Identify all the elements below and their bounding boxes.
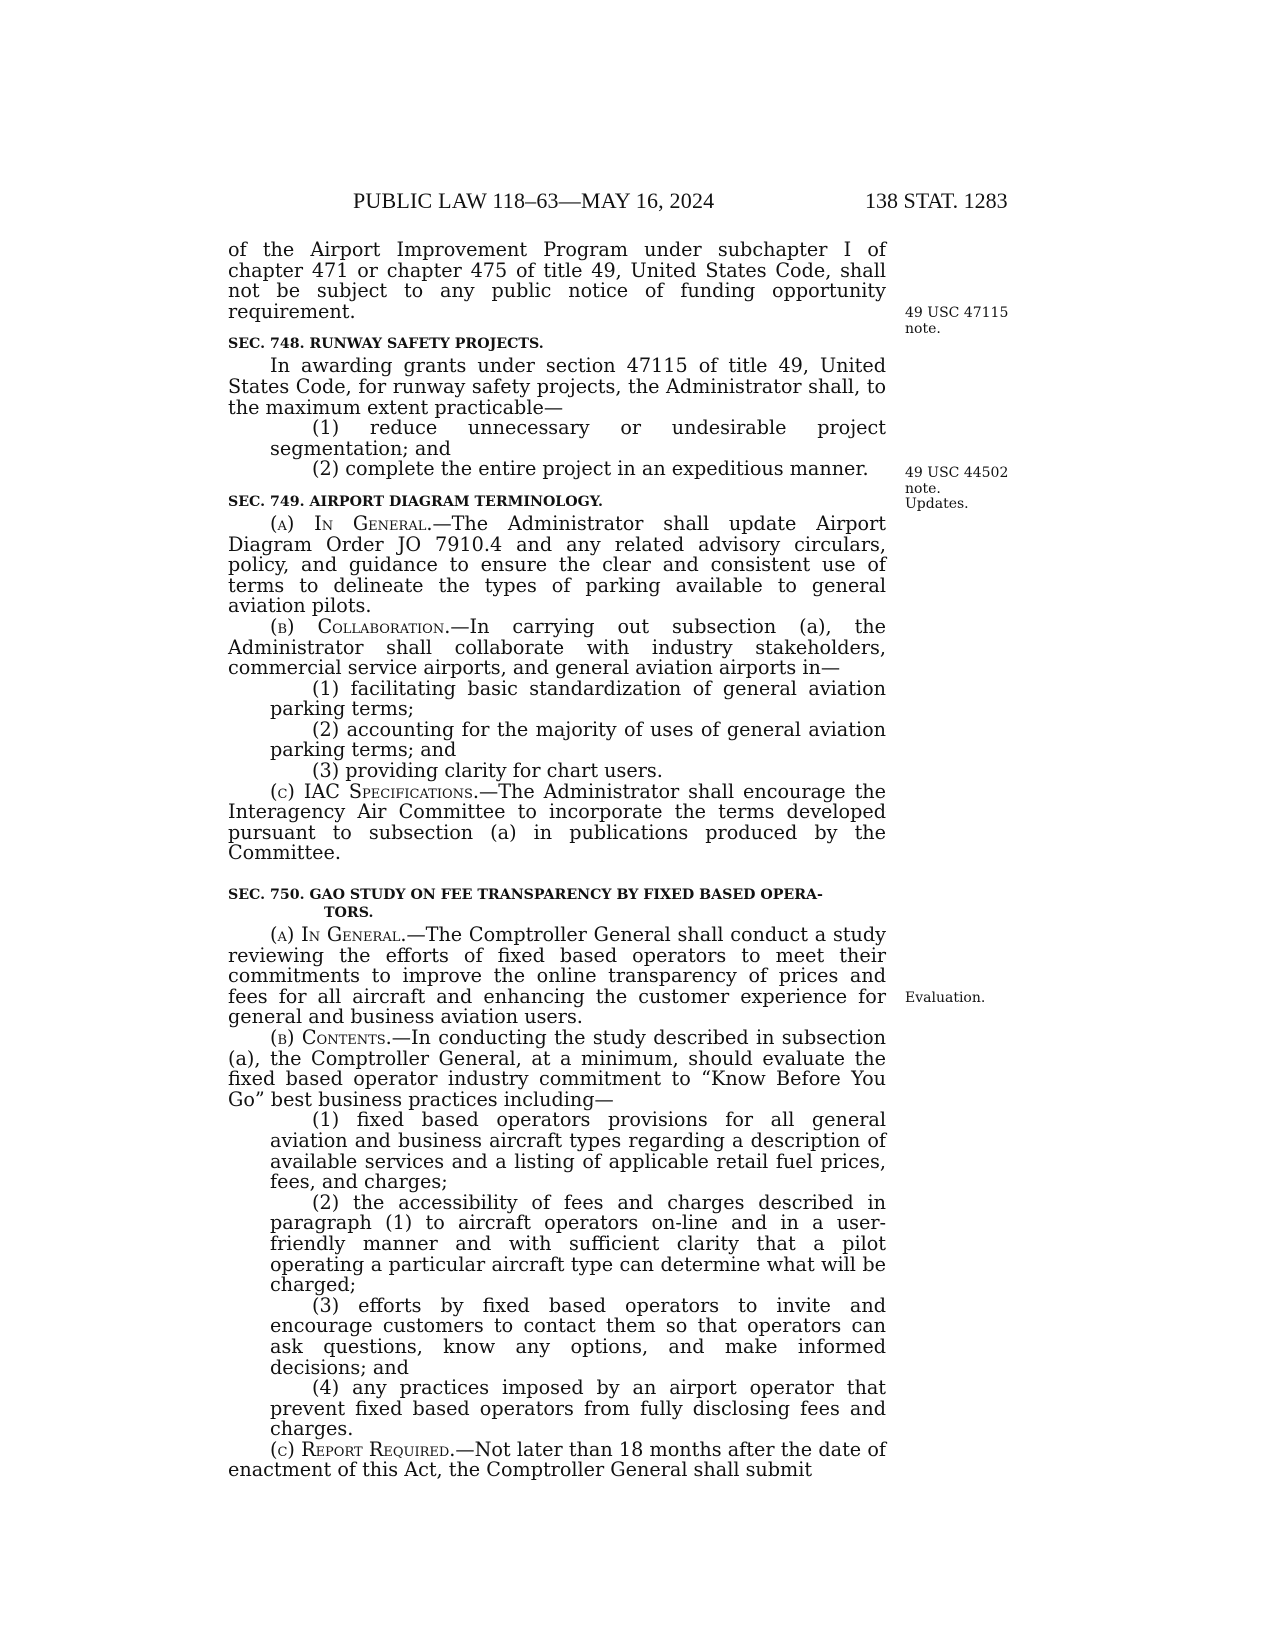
section-750-item-1: (1) fixed based operators provisions for all general aviation and business aircraft types regarding a description of available services and a listing of applicable retail fuel prices, fees, and charges; xyxy=(270,1108,886,1194)
section-748-item-2: (2) complete the entire project in an expeditious manner. xyxy=(312,457,869,481)
section-749-subsection-c xyxy=(228,779,887,865)
continued-paragraph: of the Airport Improvement Program under subchapter I of chapter 471 or chapter 475 of title 49, United States Code, shall not be subject to any public notice of funding opportunity requirement. xyxy=(228,238,886,323)
margin-note-usc-47115 xyxy=(905,306,1035,337)
margin-note-usc-44502 xyxy=(905,466,1035,513)
heading-line: SEC. 750. GAO STUDY ON FEE TRANSPARENCY BY FIXED BASED OPERA- xyxy=(228,887,823,904)
subsection-text: —In conducting the study described in subsection (a), the Comptroller General, at a minimum, should evaluate the fixed based operator industry commitment to “Know Before You Go” best business practices including— xyxy=(228,1026,886,1111)
section-749-item-3: (3) providing clarity for chart users. xyxy=(312,759,663,783)
section-750-subsection-b xyxy=(228,1028,886,1110)
subsection-text: —The Administrator shall update Airport Diagram Order JO 7910.4 and any related advisory circulars, policy, and guidance to ensure the clear and consistent use of terms to delineate the types of parking available to general aviation pilots. xyxy=(228,511,886,618)
subsection-text: —The Administrator shall encourage the Interagency Air Committee to incorporate the terms developed pursuant to subsection (a) in publications produced by the Committee. xyxy=(228,779,887,865)
subsection-label: (c) Report Required. xyxy=(270,1437,456,1461)
margin-note-text: Updates. xyxy=(905,496,969,512)
margin-note-text: note. xyxy=(905,480,941,497)
heading-line: TORS. xyxy=(324,905,374,922)
subsection-label: (c) IAC Specifications. xyxy=(270,779,480,803)
subsection-text: —The Comptroller General shall conduct a study reviewing the efforts of fixed based operators to meet their commitments to improve the online transparency of prices and fees for all aircraft and enhancing the customer experience for general and business aviation users. xyxy=(228,923,887,1029)
subsection-label: (b) Contents. xyxy=(270,1026,392,1049)
section-749-item-1: (1) facilitating basic standardization of general aviation parking terms; xyxy=(270,676,886,721)
subsection-text: —In carrying out subsection (a), the Administrator shall collaborate with industry stakeholders, commercial service airports, and general aviation airports in— xyxy=(228,614,886,680)
margin-note-text: note. xyxy=(905,320,941,337)
section-749-heading: SEC. 749. AIRPORT DIAGRAM TERMINOLOGY. xyxy=(228,493,603,510)
section-749-subsection-a xyxy=(228,511,886,618)
section-750-heading xyxy=(228,886,886,922)
margin-note-text: 49 USC 47115 xyxy=(905,305,1009,321)
subsection-text: —Not later than 18 months after the date of enactment of this Act, the Comptroller General shall submit xyxy=(228,1437,886,1482)
running-header-stat-page: 138 STAT. 1283 xyxy=(865,188,1008,213)
document-body xyxy=(228,240,886,1481)
section-748-paragraph: In awarding grants under section 47115 of title 49, United States Code, for runway safety projects, the Administrator shall, to the maximum extent practicable— xyxy=(228,354,886,419)
section-750-subsection-a xyxy=(228,925,886,1028)
section-750-item-4: (4) any practices imposed by an airport operator that prevent fixed based operators from fully disclosing fees and charges. xyxy=(270,1376,886,1441)
section-750-item-2: (2) the accessibility of fees and charges described in paragraph (1) to aircraft operators on-line and in a user-friendly manner and with sufficient clarity that a pilot operating a particular aircraft type can determine what will be charged; xyxy=(270,1190,886,1297)
section-749-item-2: (2) accounting for the majority of uses of general aviation parking terms; and xyxy=(270,717,886,762)
section-749-subsection-b xyxy=(228,614,886,680)
subsection-label: (b) Collaboration. xyxy=(270,614,451,638)
section-748-heading: SEC. 748. RUNWAY SAFETY PROJECTS. xyxy=(228,336,544,353)
margin-note-evaluation: Evaluation. xyxy=(905,990,986,1006)
running-header-law: PUBLIC LAW 118–63—MAY 16, 2024 xyxy=(353,188,715,213)
margin-note-text: 49 USC 44502 xyxy=(905,465,1009,481)
section-750-item-3: (3) efforts by fixed based operators to invite and encourage customers to contact them so that operators can ask questions, know any options, and make informed decisions; and xyxy=(270,1293,886,1379)
subsection-label: (a) In General. xyxy=(270,511,433,535)
section-750-subsection-c xyxy=(228,1437,886,1482)
subsection-label: (a) In General. xyxy=(270,923,407,947)
section-748-item-1: (1) reduce unnecessary or undesirable project segmentation; and xyxy=(270,416,886,460)
